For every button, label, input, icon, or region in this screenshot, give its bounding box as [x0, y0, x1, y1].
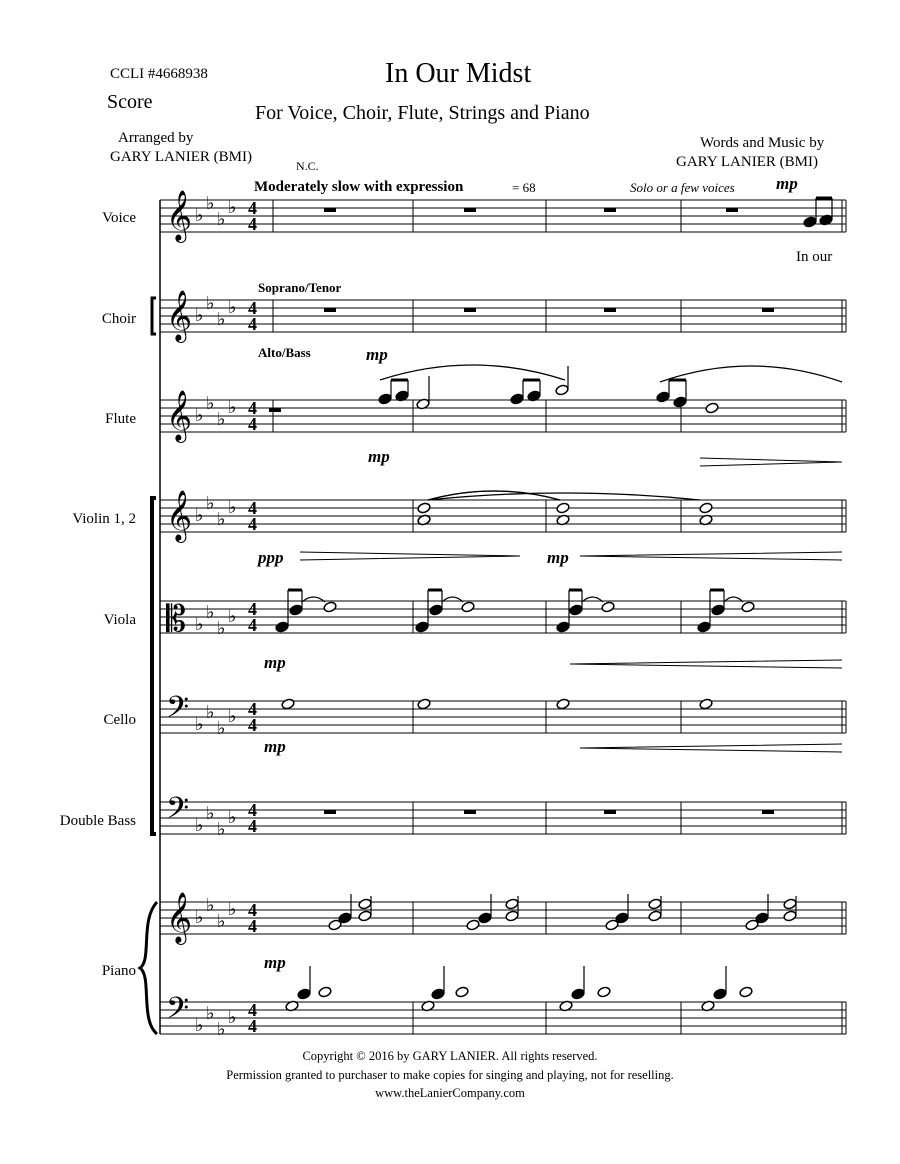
time-signature: 4 — [248, 398, 257, 418]
crescendo-hairpin — [580, 552, 842, 560]
dynamic-voice: mp — [776, 174, 798, 193]
strings-bracket — [152, 498, 156, 834]
note-head — [417, 698, 431, 710]
dynamic-piano: mp — [264, 953, 286, 972]
flat-icon: ♭ — [228, 1007, 237, 1028]
time-signature: 4 — [248, 414, 257, 434]
flat-icon: ♭ — [206, 895, 215, 916]
flat-icon: ♭ — [228, 397, 237, 418]
flat-icon: ♭ — [195, 405, 204, 426]
note-head — [656, 391, 670, 403]
whole-rest — [464, 810, 476, 814]
flat-icon: ♭ — [195, 205, 204, 226]
note-head — [571, 988, 585, 1000]
crescendo-hairpin — [580, 744, 842, 752]
flat-icon: ♭ — [195, 714, 204, 735]
whole-rest — [762, 308, 774, 312]
flat-icon: ♭ — [217, 819, 226, 840]
time-signature: 4 — [248, 1000, 257, 1020]
decrescendo-hairpin — [700, 458, 842, 466]
lyric-text: In our — [796, 249, 833, 265]
flat-icon: ♭ — [228, 899, 237, 920]
whole-rest — [464, 308, 476, 312]
time-signature: 4 — [248, 1016, 257, 1036]
note-head — [478, 912, 492, 924]
copyright-line: Copyright © 2016 by GARY LANIER. All rights reserved. — [302, 1049, 598, 1063]
note-head — [431, 988, 445, 1000]
note-head — [318, 986, 332, 998]
decrescendo-hairpin — [300, 552, 520, 560]
treble-clef-icon: 𝄞 — [166, 490, 193, 541]
instrument-choir: Choir — [101, 311, 136, 327]
slur — [428, 493, 700, 500]
note-head — [699, 502, 713, 514]
note-head — [597, 986, 611, 998]
arranged-by-label: Arranged by — [118, 130, 194, 146]
flat-icon: ♭ — [228, 197, 237, 218]
note-head — [741, 601, 755, 613]
whole-rest — [324, 810, 336, 814]
dynamic-cello: mp — [264, 737, 286, 756]
note-head — [555, 384, 569, 396]
time-signature: 4 — [248, 514, 257, 534]
dynamic-violin-mp: mp — [547, 548, 569, 567]
time-signature: 4 — [248, 498, 257, 518]
note-head — [429, 604, 443, 616]
whole-rest — [464, 208, 476, 212]
note-head — [415, 621, 429, 633]
time-signature: 4 — [248, 699, 257, 719]
slur — [660, 366, 842, 382]
note-head — [673, 396, 687, 408]
flat-icon: ♭ — [206, 193, 215, 214]
instrument-cello: Cello — [103, 712, 136, 728]
note-head — [803, 216, 817, 228]
dynamic-flute-top: mp — [366, 345, 388, 364]
flat-icon: ♭ — [217, 618, 226, 639]
instrument-piano: Piano — [101, 963, 136, 979]
note-head — [358, 910, 372, 922]
words-music-label: Words and Music by — [700, 135, 825, 151]
note-head — [358, 898, 372, 910]
note-head — [569, 604, 583, 616]
note-head — [705, 402, 719, 414]
note-head — [713, 988, 727, 1000]
treble-clef-icon: 𝄞 — [166, 892, 193, 943]
note-head — [510, 393, 524, 405]
time-signature: 4 — [248, 615, 257, 635]
treble-clef-icon: 𝄞 — [166, 290, 193, 341]
flat-icon: ♭ — [217, 309, 226, 330]
flat-icon: ♭ — [228, 297, 237, 318]
instrument-double-bass: Double Bass — [59, 813, 136, 829]
solo-direction: Solo or a few voices — [630, 180, 735, 195]
flat-icon: ♭ — [228, 606, 237, 627]
flat-icon: ♭ — [228, 706, 237, 727]
flat-icon: ♭ — [217, 718, 226, 739]
instrument-flute: Flute — [105, 411, 136, 427]
flat-icon: ♭ — [206, 702, 215, 723]
half-rest — [269, 408, 281, 412]
note-head — [289, 604, 303, 616]
note-head — [556, 698, 570, 710]
flat-icon: ♭ — [195, 305, 204, 326]
instrument-violin: Violin 1, 2 — [72, 511, 136, 527]
time-signature: 4 — [248, 816, 257, 836]
note-head — [275, 621, 289, 633]
note-head — [697, 621, 711, 633]
flat-icon: ♭ — [206, 393, 215, 414]
alto-clef-icon: 𝄡 — [166, 599, 187, 640]
composer-name: GARY LANIER (BMI) — [676, 154, 818, 170]
note-head — [699, 698, 713, 710]
time-signature: 4 — [248, 900, 257, 920]
whole-rest — [604, 208, 616, 212]
tempo-value: = 68 — [512, 180, 536, 195]
flat-icon: ♭ — [217, 1019, 226, 1040]
time-signature: 4 — [248, 916, 257, 936]
note-head — [556, 621, 570, 633]
whole-rest — [324, 308, 336, 312]
website-line: www.theLanierCompany.com — [375, 1086, 525, 1100]
treble-clef-icon: 𝄞 — [166, 190, 193, 241]
time-signature: 4 — [248, 800, 257, 820]
note-head — [505, 898, 519, 910]
piano-brace — [140, 902, 157, 1034]
note-head — [297, 988, 311, 1000]
staff-lines — [140, 190, 846, 1040]
instrument-voice: Voice — [102, 210, 136, 226]
note-head — [466, 919, 480, 931]
permission-line: Permission granted to purchaser to make copies for singing and playing, not for reselling. — [226, 1068, 674, 1082]
time-signature: 4 — [248, 214, 257, 234]
soprano-tenor-label: Soprano/Tenor — [258, 280, 342, 295]
dynamic-flute-bottom: mp — [368, 447, 390, 466]
crescendo-hairpin — [570, 660, 842, 668]
note-head — [739, 986, 753, 998]
note-head — [556, 502, 570, 514]
whole-rest — [604, 308, 616, 312]
time-signature: 4 — [248, 599, 257, 619]
flat-icon: ♭ — [217, 911, 226, 932]
flat-icon: ♭ — [206, 293, 215, 314]
note-head — [648, 910, 662, 922]
page-title: In Our Midst — [385, 58, 532, 89]
dynamic-violin-ppp: ppp — [258, 548, 284, 567]
flat-icon: ♭ — [217, 209, 226, 230]
time-signature: 4 — [248, 314, 257, 334]
instrument-viola: Viola — [103, 612, 136, 628]
note-head — [323, 601, 337, 613]
choir-bracket — [152, 298, 156, 334]
flat-icon: ♭ — [206, 493, 215, 514]
flat-icon: ♭ — [195, 907, 204, 928]
flat-icon: ♭ — [217, 409, 226, 430]
flat-icon: ♭ — [228, 807, 237, 828]
flat-icon: ♭ — [195, 505, 204, 526]
bass-clef-icon: 𝄢 — [166, 691, 190, 732]
whole-rest — [604, 810, 616, 814]
flat-icon: ♭ — [195, 614, 204, 635]
note-head — [281, 698, 295, 710]
note-head — [783, 898, 797, 910]
flat-icon: ♭ — [195, 1015, 204, 1036]
note-head — [601, 601, 615, 613]
alto-bass-label: Alto/Bass — [258, 345, 311, 360]
note-head — [648, 898, 662, 910]
arranger-name: GARY LANIER (BMI) — [110, 149, 252, 165]
whole-rest — [762, 810, 774, 814]
slur — [380, 365, 565, 380]
chord-symbol: N.C. — [296, 159, 319, 173]
time-signature: 4 — [248, 298, 257, 318]
flat-icon: ♭ — [206, 1003, 215, 1024]
dynamic-viola: mp — [264, 653, 286, 672]
bass-clef-icon: 𝄢 — [166, 992, 190, 1033]
flat-icon: ♭ — [228, 497, 237, 518]
bass-clef-icon: 𝄢 — [166, 792, 190, 833]
flat-icon: ♭ — [217, 509, 226, 530]
tempo-text: Moderately slow with expression — [254, 179, 464, 195]
note-head — [783, 910, 797, 922]
half-rest — [726, 208, 738, 212]
flat-icon: ♭ — [195, 815, 204, 836]
whole-rest — [324, 208, 336, 212]
time-signature: 4 — [248, 715, 257, 735]
note-heads — [269, 198, 842, 1012]
note-head — [461, 601, 475, 613]
note-head — [417, 502, 431, 514]
note-head — [455, 986, 469, 998]
treble-clef-icon: 𝄞 — [166, 390, 193, 441]
page-subtitle: For Voice, Choir, Flute, Strings and Piano — [255, 102, 590, 124]
flat-icon: ♭ — [206, 803, 215, 824]
score-label: Score — [107, 91, 153, 113]
note-head — [505, 910, 519, 922]
note-head — [711, 604, 725, 616]
time-signature: 4 — [248, 198, 257, 218]
flat-icon: ♭ — [206, 602, 215, 623]
note-head — [378, 393, 392, 405]
ccli-number: CCLI #4668938 — [110, 66, 208, 82]
